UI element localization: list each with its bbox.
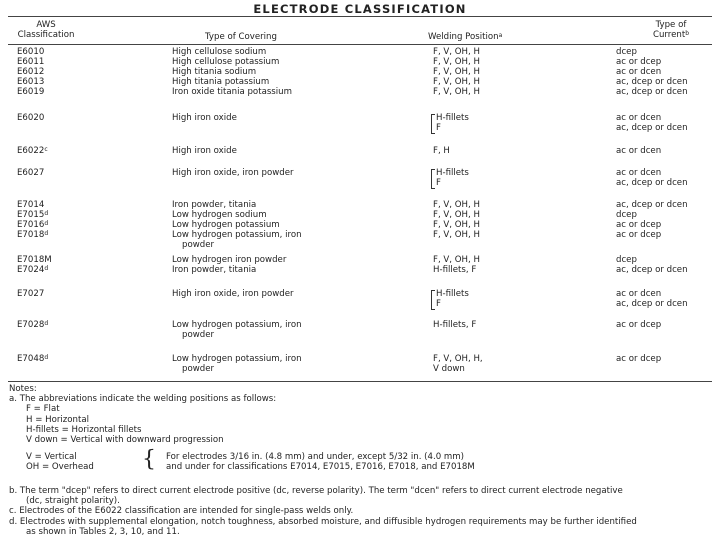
- top-rule: [8, 16, 712, 17]
- position-cell: H-fillets F: [436, 289, 469, 309]
- position-cell: H-fillets F: [436, 168, 469, 188]
- covering-cell: Iron oxide titania potassium: [172, 87, 292, 97]
- classification-cell: E6027: [17, 168, 45, 178]
- note-b: b. The term "dcep" refers to direct current electrode positive (dc, reverse polarity). The term "dcen" refers to direct current electrode negative: [9, 486, 623, 496]
- note-b-cont: (dc, straight polarity).: [26, 496, 120, 507]
- electrode-class-line: and under for classifications E7014, E7015, E7016, E7018, and E7018M: [166, 462, 475, 472]
- note-c: c. Electrodes of the E6022 classification are intended for single-pass welds only.: [9, 506, 354, 517]
- current-cell: ac or dcen: [616, 146, 662, 156]
- notes-heading: Notes:: [9, 384, 37, 394]
- covering-cell: High titania sodium: [172, 67, 257, 77]
- current-cell: dcep: [616, 210, 637, 220]
- header-covering: Type of Covering: [205, 32, 277, 42]
- covering-cell: Low hydrogen potassium: [172, 220, 280, 230]
- header-position: Welding Position$^a$: [428, 32, 503, 42]
- position-cell: F, V, OH, H: [433, 67, 480, 77]
- header-rule: [8, 44, 712, 45]
- classification-cell: E7048$^d$: [17, 354, 49, 364]
- note-a-line: H-fillets = Horizontal fillets: [26, 424, 142, 435]
- current-cell: ac or dcep: [616, 230, 662, 240]
- covering-cell: Iron powder, titania: [172, 265, 257, 275]
- left-brace: {: [142, 447, 156, 472]
- current-cell: ac, dcep or dcen: [616, 265, 688, 275]
- covering-cell: Low hydrogen iron powder: [172, 255, 287, 265]
- covering-cell: Low hydrogen potassium, iron powder: [172, 320, 302, 341]
- current-cell: ac or dcep: [616, 57, 662, 67]
- classification-cell: E6020: [17, 113, 45, 123]
- notes-section: [9, 384, 276, 445]
- note-d-cont: as shown in Tables 2, 3, 10, and 11.: [26, 526, 180, 537]
- current-cell: ac or dcep: [616, 220, 662, 230]
- classification-cell: E6011: [17, 57, 45, 67]
- current-cell: ac or dcen ac, dcep or dcen: [616, 289, 688, 310]
- current-cell: ac, dcep or dcen: [616, 87, 688, 97]
- current-cell: ac, dcep or dcen: [616, 77, 688, 87]
- current-cell: dcep: [616, 47, 637, 57]
- position-cell: F, V, OH, H, V down: [433, 354, 483, 375]
- current-cell: ac or dcep: [616, 354, 662, 364]
- covering-cell: High iron oxide, iron powder: [172, 289, 294, 299]
- v-definition: V = Vertical: [26, 452, 77, 462]
- position-cell: F, H: [433, 146, 450, 156]
- header-classification: AWS Classification: [17, 20, 75, 40]
- notes-bcd: [9, 486, 637, 537]
- current-cell: ac or dcen ac, dcep or dcen: [616, 168, 688, 189]
- current-cell: ac or dcep: [616, 320, 662, 330]
- covering-cell: High titania potassium: [172, 77, 270, 87]
- classification-cell: E7015$^d$: [17, 210, 49, 220]
- classification-cell: E7027: [17, 289, 45, 299]
- position-cell: F, V, OH, H: [433, 87, 480, 97]
- classification-cell: E6019: [17, 87, 45, 97]
- classification-cell: E7028$^d$: [17, 320, 49, 330]
- classification-cell: E7014: [17, 200, 45, 210]
- classification-cell: E6022$^c$: [17, 146, 48, 156]
- position-cell: F, V, OH, H: [433, 255, 480, 265]
- bracket-mark: [431, 169, 435, 189]
- covering-cell: Iron powder, titania: [172, 200, 257, 210]
- oh-definition: OH = Overhead: [26, 462, 94, 472]
- current-cell: ac or dcen: [616, 67, 662, 77]
- classification-cell: E7016$^d$: [17, 220, 49, 230]
- position-cell: H-fillets F: [436, 113, 469, 133]
- position-cell: F, V, OH, H: [433, 200, 480, 210]
- classification-cell: E6012: [17, 67, 45, 77]
- covering-cell: High iron oxide: [172, 113, 237, 123]
- note-d: d. Electrodes with supplemental elongation, notch toughness, absorbed moisture, and diffusible hydrogen requirements may be further identified: [9, 516, 637, 527]
- position-cell: F, V, OH, H: [433, 77, 480, 87]
- covering-cell: Low hydrogen sodium: [172, 210, 267, 220]
- bracket-mark: [431, 290, 435, 310]
- position-cell: F, V, OH, H: [433, 220, 480, 230]
- note-a-line: F = Flat: [26, 404, 60, 415]
- note-a-line: V down = Vertical with downward progression: [26, 435, 224, 446]
- current-cell: dcep: [616, 255, 637, 265]
- position-cell: H-fillets, F: [433, 320, 477, 330]
- classification-cell: E6013: [17, 77, 45, 87]
- classification-cell: E6010: [17, 47, 45, 57]
- position-cell: F, V, OH, H: [433, 47, 480, 57]
- classification-cell: E7018$^d$: [17, 230, 49, 240]
- position-cell: F, V, OH, H: [433, 57, 480, 67]
- covering-cell: High iron oxide: [172, 146, 237, 156]
- covering-cell: High iron oxide, iron powder: [172, 168, 294, 178]
- covering-cell: High cellulose sodium: [172, 47, 267, 57]
- covering-cell: Low hydrogen potassium, iron powder: [172, 230, 302, 251]
- position-cell: F, V, OH, H: [433, 230, 480, 240]
- note-a-intro: a. The abbreviations indicate the welding positions as follows:: [9, 394, 277, 405]
- covering-cell: Low hydrogen potassium, iron powder: [172, 354, 302, 375]
- covering-cell: High cellulose potassium: [172, 57, 280, 67]
- current-cell: ac, dcep or dcen: [616, 200, 688, 210]
- note-a-line: H = Horizontal: [26, 414, 90, 425]
- header-current: Type of Current$^b$: [652, 20, 690, 40]
- classification-cell: E7018M: [17, 255, 52, 265]
- current-cell: ac or dcen ac, dcep or dcen: [616, 113, 688, 134]
- page-title: ELECTRODE CLASSIFICATION: [253, 2, 467, 16]
- bracket-mark: [431, 114, 435, 134]
- electrode-size-line: For electrodes 3/16 in. (4.8 mm) and under, except 5/32 in. (4.0 mm): [166, 452, 465, 462]
- position-cell: F, V, OH, H: [433, 210, 480, 220]
- bottom-rule: [8, 381, 712, 382]
- position-cell: H-fillets, F: [433, 265, 477, 275]
- classification-cell: E7024$^d$: [17, 265, 49, 275]
